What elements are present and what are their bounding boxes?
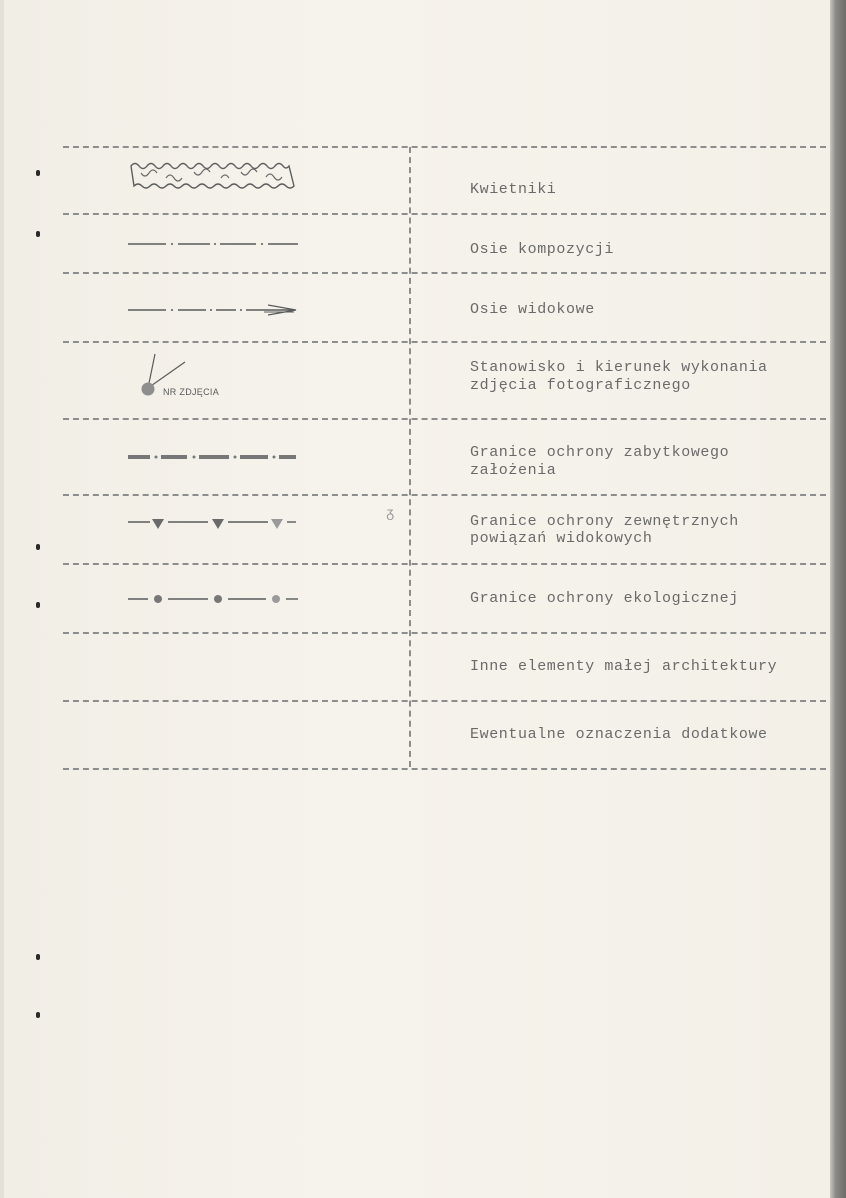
photo-number-label: NR ZDJĘCIA: [163, 387, 220, 397]
ink-doodle-mark: ᵹ: [386, 506, 395, 522]
monument-boundary-symbol: [128, 451, 300, 463]
table-rule: [63, 146, 826, 148]
binder-hole-mark: [36, 602, 40, 608]
flower-bed-symbol: [126, 160, 301, 192]
legend-label-additional-markings: Ewentualne oznaczenia dodatkowe: [470, 726, 768, 743]
binder-hole-mark: [36, 544, 40, 550]
composition-axis-symbol: [128, 237, 300, 251]
table-rule: [63, 563, 826, 565]
legend-label-photo-station-line2: zdjęcia fotograficznego: [470, 377, 691, 394]
legend-label-photo-station: Stanowisko i kierunek wykonania: [470, 359, 768, 376]
table-rule: [63, 700, 826, 702]
table-rule: [63, 494, 826, 496]
table-column-divider: [409, 147, 411, 767]
legend-label-flower-beds: Kwietniki: [470, 181, 557, 198]
page-left-edge: [0, 0, 4, 1198]
ecological-boundary-symbol: [128, 592, 300, 606]
legend-label-view-boundary-line2: powiązań widokowych: [470, 530, 653, 547]
legend-label-monument-boundary: Granice ochrony zabytkowego: [470, 444, 730, 461]
legend-label-composition-axes: Osie kompozycji: [470, 241, 615, 258]
table-rule: [63, 272, 826, 274]
legend-label-view-axes: Osie widokowe: [470, 301, 595, 318]
binder-hole-mark: [36, 170, 40, 176]
binder-hole-mark: [36, 954, 40, 960]
page-right-edge: [830, 0, 846, 1198]
legend-label-view-boundary: Granice ochrony zewnętrznych: [470, 513, 739, 530]
view-boundary-symbol: [128, 517, 300, 531]
binder-hole-mark: [36, 231, 40, 237]
table-rule: [63, 418, 826, 420]
legend-label-small-architecture: Inne elementy małej architektury: [470, 658, 778, 675]
table-rule: [63, 341, 826, 343]
table-rule: [63, 632, 826, 634]
binder-hole-mark: [36, 1012, 40, 1018]
legend-label-monument-boundary-line2: założenia: [470, 462, 557, 479]
legend-label-ecological-boundary: Granice ochrony ekologicznej: [470, 590, 739, 607]
table-rule: [63, 213, 826, 215]
table-rule: [63, 768, 826, 770]
view-axis-symbol: [128, 302, 300, 318]
